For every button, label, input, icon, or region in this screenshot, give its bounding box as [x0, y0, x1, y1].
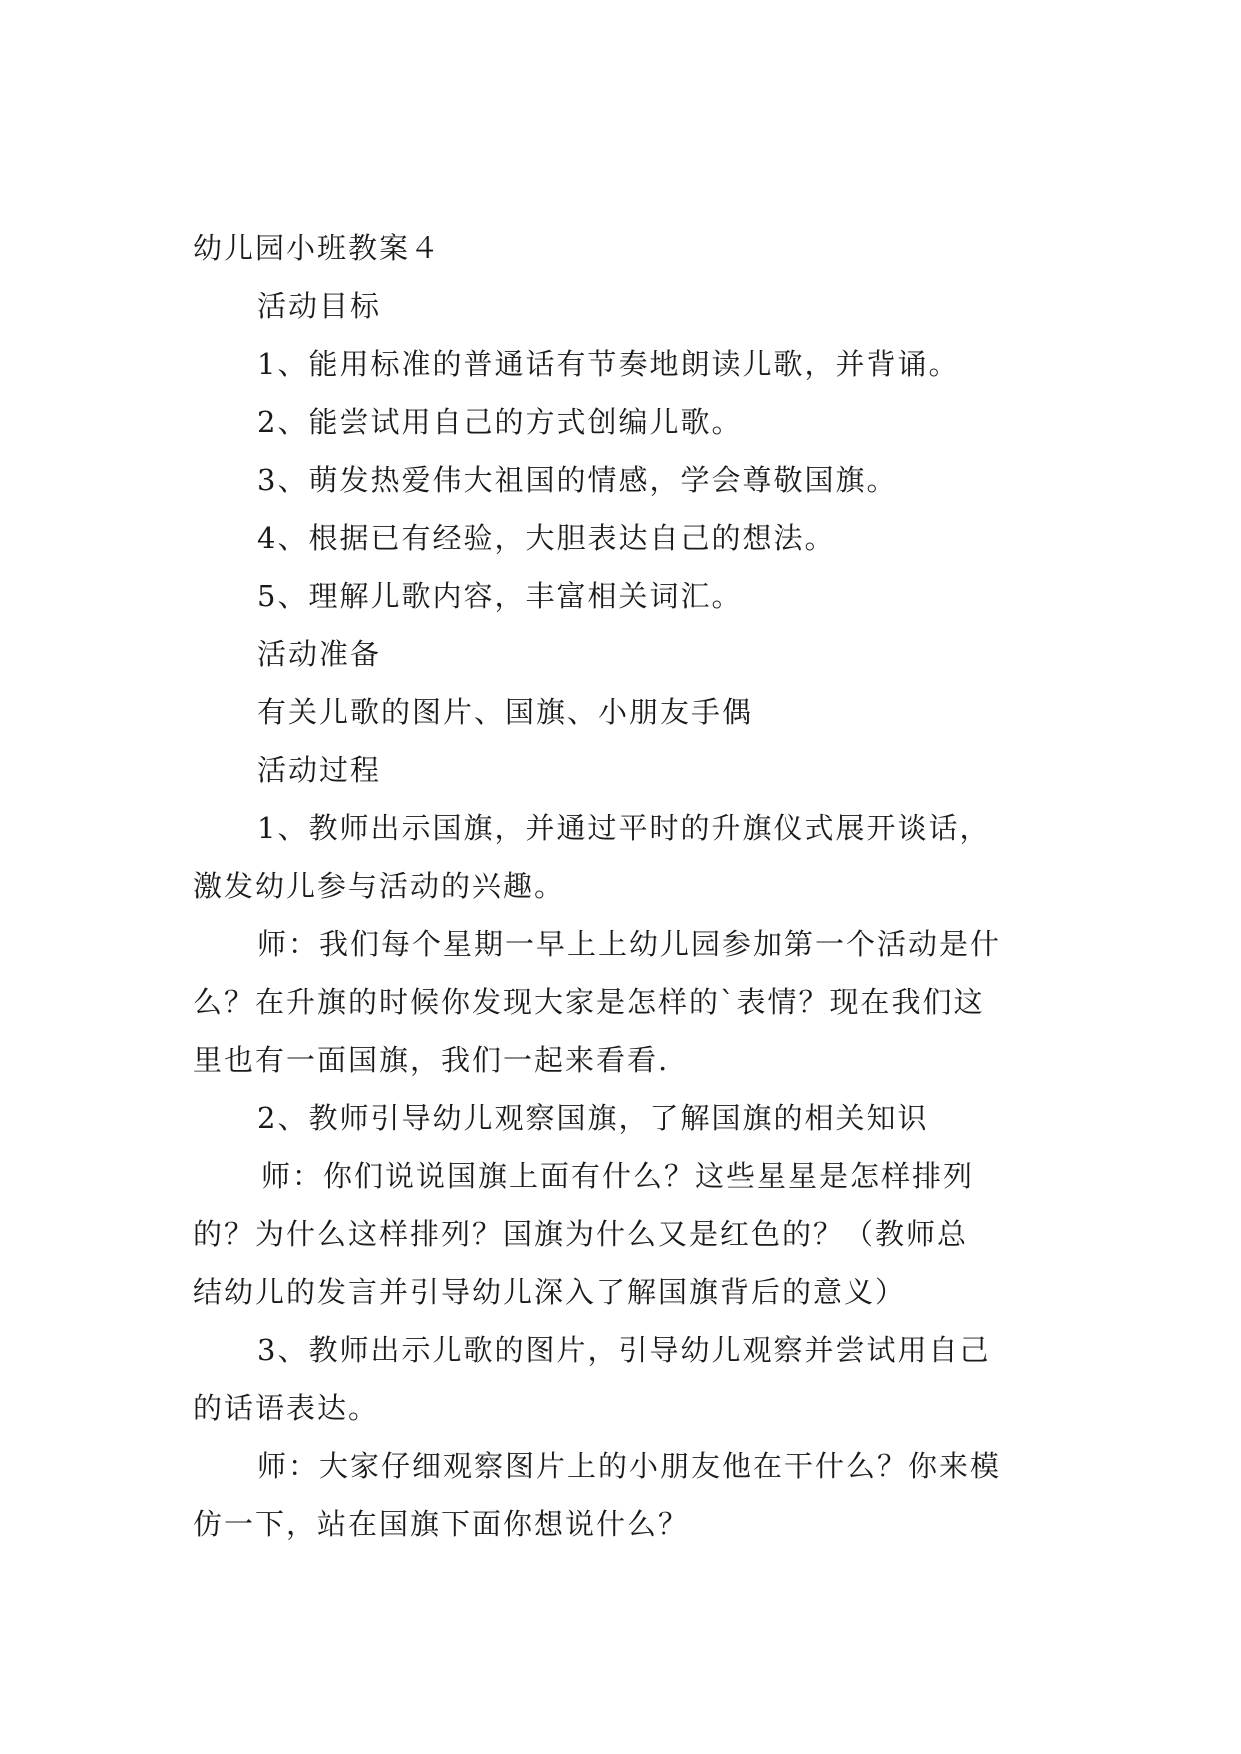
teacher-dialogue-2-line-2: 的？为什么这样排列？国旗为什么又是红色的？（教师总: [193, 1217, 969, 1251]
teacher-dialogue-1-line-2: 么？在升旗的时候你发现大家是怎样的`表情？现在我们这: [193, 985, 985, 1019]
teacher-dialogue-3-line-2: 仿一下，站在国旗下面你想说什么？: [193, 1507, 690, 1541]
process-step-1-line-1: 1、教师出示国旗，并通过平时的升旗仪式展开谈话，: [257, 811, 991, 845]
goal-item-2: 2、能尝试用自己的方式创编儿歌。: [257, 405, 743, 439]
teacher-dialogue-1-line-3: 里也有一面国旗，我们一起来看看.: [193, 1043, 670, 1077]
section-heading-process: 活动过程: [257, 753, 382, 787]
process-step-1-line-2: 激发幼儿参与活动的兴趣。: [193, 869, 566, 903]
goal-item-1: 1、能用标准的普通话有节奏地朗读儿歌，并背诵。: [257, 347, 960, 381]
teacher-dialogue-3-line-1: 师：大家仔细观察图片上的小朋友他在干什么？你来模: [257, 1449, 1002, 1483]
document-body: [193, 219, 1053, 1553]
teacher-dialogue-2-line-3: 结幼儿的发言并引导幼儿深入了解国旗背后的意义）: [193, 1275, 907, 1309]
teacher-dialogue-2-line-1: 师：你们说说国旗上面有什么？这些星星是怎样排列: [261, 1159, 975, 1193]
process-step-3-line-2: 的话语表达。: [193, 1391, 380, 1425]
section-heading-goals: 活动目标: [257, 289, 382, 323]
teacher-dialogue-1-line-1: 师：我们每个星期一早上上幼儿园参加第一个活动是什: [257, 927, 1002, 961]
section-heading-preparation: 活动准备: [257, 637, 382, 671]
process-step-3-line-1: 3、教师出示儿歌的图片，引导幼儿观察并尝试用自己: [257, 1333, 991, 1367]
goal-item-3: 3、萌发热爱伟大祖国的情感，学会尊敬国旗。: [257, 463, 898, 497]
preparation-items: 有关儿歌的图片、国旗、小朋友手偶: [257, 695, 754, 729]
goal-item-5: 5、理解儿歌内容，丰富相关词汇。: [257, 579, 743, 613]
process-step-2: 2、教师引导幼儿观察国旗，了解国旗的相关知识: [257, 1101, 929, 1135]
goal-item-4: 4、根据已有经验，大胆表达自己的想法。: [257, 521, 836, 555]
document-title: 幼儿园小班教案４: [193, 231, 442, 265]
